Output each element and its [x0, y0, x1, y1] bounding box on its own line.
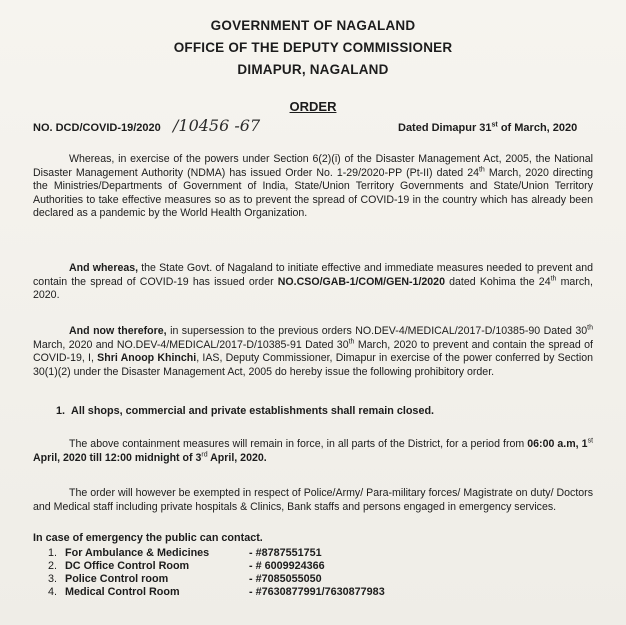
order-title: ORDER [289, 99, 337, 114]
para3-sup-1: th [587, 324, 593, 332]
para3-text-1: in supersession to the previous orders NO.DEV-4/MEDICAL/2017-D/10385-90 Dated 30 [166, 325, 588, 337]
dated-suffix: of March, 2020 [497, 122, 578, 134]
paragraph-and-whereas [33, 262, 593, 303]
emergency-contacts [33, 547, 593, 599]
contact-label: Police Control room [65, 573, 169, 585]
contact-label: Medical Control Room [65, 586, 180, 598]
para3-bold-start: And now therefore, [69, 325, 167, 337]
para4-bold-3: April, 2020. [207, 451, 267, 464]
para4-bold-2: April, 2020 till 12:00 midnight of 3 [33, 451, 202, 464]
contact-row [33, 547, 593, 560]
prohibitory-item-1 [56, 405, 434, 417]
para2-bold-start: And whereas, [69, 262, 139, 274]
item1-text: All shops, commercial and private establishments shall remain closed. [71, 405, 435, 417]
para2-order-number: NO.CSO/GAB-1/COM/GEN-1/2020 [277, 275, 445, 288]
contact-label: DC Office Control Room [65, 560, 190, 572]
contact-phone: - #7085055050 [249, 573, 322, 585]
item1-number: 1. [56, 405, 66, 417]
paragraph-containment-period [33, 438, 593, 465]
dated-sup: st [491, 121, 498, 129]
contact-row [33, 586, 593, 599]
header-location: DIMAPUR, NAGALAND [237, 62, 389, 77]
para2-text-2: dated Kohima the 24 [444, 275, 551, 288]
para2-text-3: march, 2020. [33, 275, 593, 302]
para1-text-2: March, 2020 directing the Ministries/Departments of Government of India, State/Union Territory Governments and State/Union Territory Authorities to take effective measures so as to prevent the spread of COVID-19 in the country which has already been declared as a pandemic by the World Health Organization. [33, 166, 593, 220]
contact-row [33, 573, 593, 586]
header-government: GOVERNMENT OF NAGALAND [210, 18, 416, 33]
contact-number-index: 2. [47, 560, 57, 572]
paragraph-whereas [33, 153, 593, 221]
header-office: OFFICE OF THE DEPUTY COMMISSIONER [173, 40, 453, 55]
contact-number-index: 1. [47, 547, 57, 559]
para4-text-1: The above containment measures will remain in force, in all parts of the District, for a period from [69, 438, 528, 450]
para2-sup: th [550, 275, 557, 283]
contact-phone: - #7630877991/7630877983 [249, 586, 385, 598]
para3-text-3: March, 2020 to prevent and contain the spread of COVID-19, I, [33, 338, 593, 365]
para4-sup-1: st [587, 437, 594, 445]
contact-row [33, 560, 593, 573]
dated-prefix: Dated Dimapur 31 [398, 122, 492, 134]
para1-sup: th [478, 166, 485, 174]
emergency-heading: In case of emergency the public can contact. [33, 532, 263, 544]
dated-line [398, 122, 577, 134]
contact-phone: - #8787551751 [249, 547, 322, 559]
para2-text-1: the State Govt. of Nagaland to initiate effective and immediate measures needed to prevent and contain the spread of COVID-19 has issued order [33, 262, 593, 288]
para3-text-2: March, 2020 and NO.DEV-4/MEDICAL/2017-D/10385-91 Dated 30 [33, 338, 349, 351]
para3-sup-2: th [348, 338, 355, 346]
para3-text-4: , IAS, Deputy Commissioner, Dimapur in exercise of the power conferred by Section 30(1)(2) under the Disaster Management Act, 2005 do hereby issue the following prohibitory order. [33, 352, 593, 378]
para1-text-1: Whereas, in exercise of the powers under Section 6(2)(i) of the Disaster Management Act, 2005, the National Disaster Management Authority (NDMA) has issued Order No. 1-29/2020-PP (Pt-II) dated 24 [33, 153, 593, 179]
para4-sup-2: rd [201, 451, 208, 459]
reference-number: NO. DCD/COVID-19/2020 [33, 122, 161, 134]
contact-number-index: 4. [47, 586, 57, 598]
paragraph-exemptions [33, 487, 593, 514]
contact-phone: - # 6009924366 [249, 560, 325, 572]
handwritten-number: /10456 -67 [173, 116, 261, 135]
contact-label: For Ambulance & Medicines [65, 547, 210, 559]
para4-bold-1: 06:00 a.m, 1 [527, 438, 588, 450]
para3-officer-name: Shri Anoop Khinchi [97, 352, 197, 365]
para5-text: The order will however be exempted in respect of Police/Army/ Para-military forces/ Magistrate on duty/ Doctors and Medical staff including private hospitals & Clinics, Bank staffs and persons engaged in emergency services. [33, 487, 593, 513]
contact-number-index: 3. [47, 573, 57, 585]
paragraph-now-therefore [33, 325, 593, 379]
